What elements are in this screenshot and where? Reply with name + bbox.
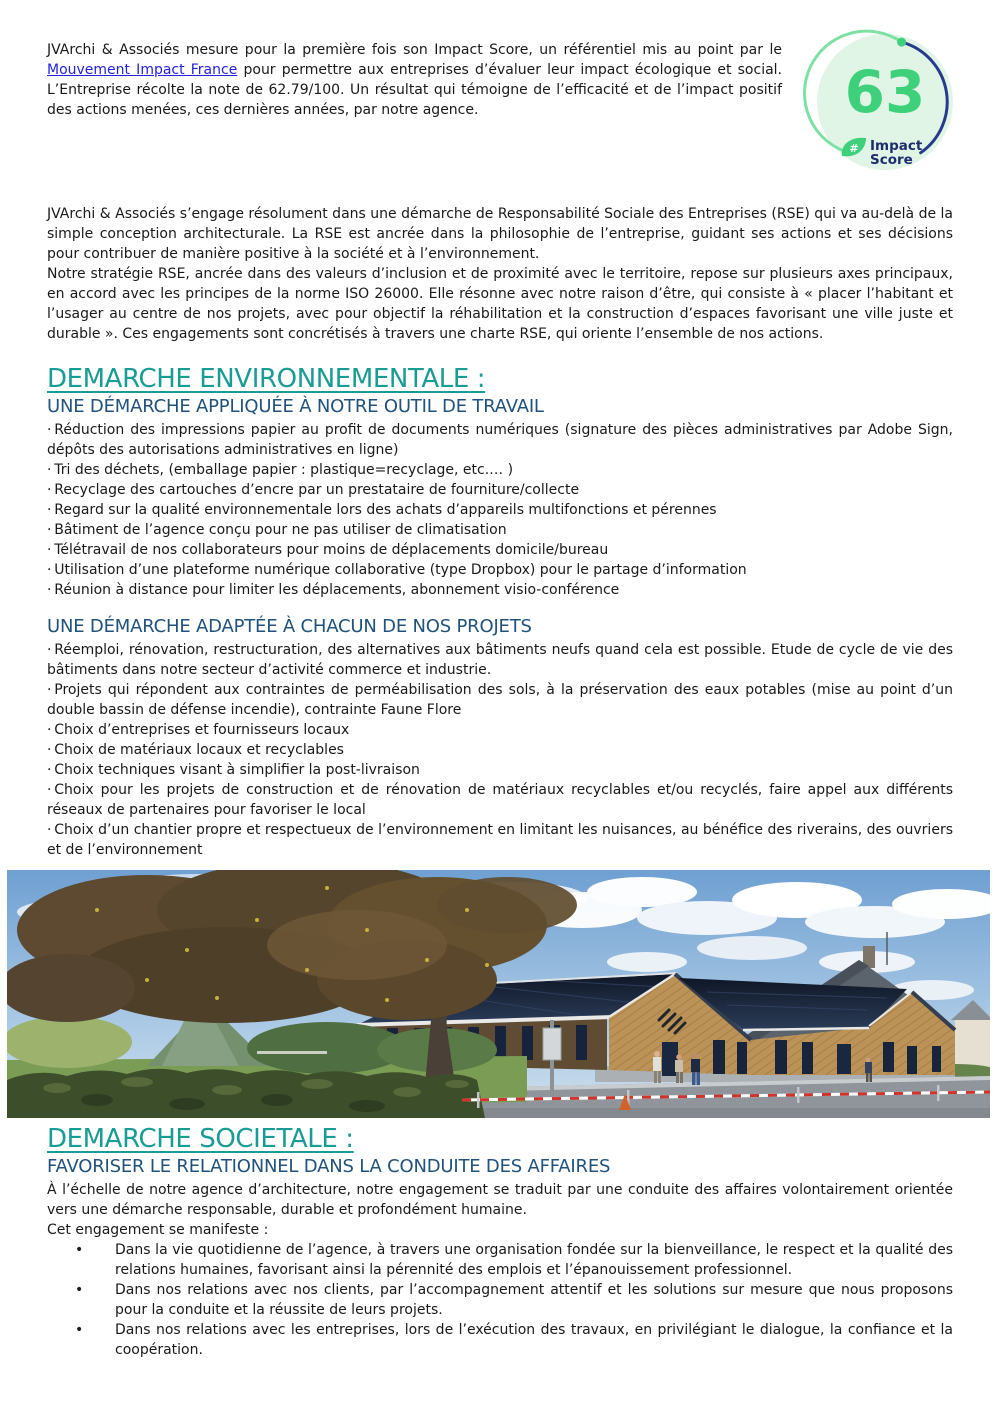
badge-label-impact: Impact <box>870 138 923 154</box>
list-item: · Choix d’un chantier propre et respectueux de l’environnement en limitant les nuisances, au bénéfice des riverains, des ouvriers et de l’environnement <box>47 820 953 860</box>
badge-label-score: Score <box>870 152 913 168</box>
list-item: · Utilisation d’une plateforme numérique collaborative (type Dropbox) pour le partage d’information <box>47 560 953 580</box>
list-item: · Bâtiment de l’agence conçu pour ne pas utiliser de climatisation <box>47 520 953 540</box>
societal-paragraph: À l’échelle de notre agence d’architecture, notre engagement se traduit par une conduite des affaires volontairement orientée vers une démarche responsable, durable et profondément humaine. <box>47 1182 953 1218</box>
badge-arc-dot <box>897 38 906 47</box>
impact-score-value: 63 <box>844 58 926 126</box>
societal-section-title: DEMARCHE SOCIETALE : <box>47 1124 354 1154</box>
list-item: · Choix techniques visant à simplifier la post-livraison <box>47 760 953 780</box>
list-item: • Dans nos relations avec nos clients, par l’accompagnement attentif et les solutions sur mesure que nous proposons pour la conduite et la réussite de leurs projets. <box>47 1280 953 1320</box>
list-item: · Choix de matériaux locaux et recyclables <box>47 740 953 760</box>
environmental-list-1 <box>47 420 953 600</box>
agency-building-photo <box>7 870 990 1118</box>
environmental-subsection2-title: UNE DÉMARCHE ADAPTÉE À CHACUN DE NOS PROJETS <box>47 616 532 637</box>
list-item: · Recyclage des cartouches d’encre par un prestataire de fourniture/collecte <box>47 480 953 500</box>
intro-text-pre: JVArchi & Associés mesure pour la première fois son Impact Score, un référentiel mis au point par le <box>47 42 782 58</box>
svg-text:#: # <box>849 142 859 155</box>
list-item: • Dans nos relations avec les entreprises, lors de l’exécution des travaux, en privilégiant le dialogue, la confiance et la coopération. <box>47 1320 953 1360</box>
intro-section <box>0 0 1000 188</box>
environmental-section-title: DEMARCHE ENVIRONNEMENTALE : <box>47 364 486 394</box>
rse-paragraph-1: JVArchi & Associés s’engage résolument dans une démarche de Responsabilité Sociale des Entreprises (RSE) qui va au-delà de la simple conception architecturale. La RSE est ancrée dans la philosophie de l’entreprise, guidant ses actions et ses décisions pour contribuer de manière positive à la société et à l’environnement. <box>47 206 953 262</box>
list-item: · Tri des déchets, (emballage papier : plastique=recyclage, etc.… ) <box>47 460 953 480</box>
societal-list-intro: Cet engagement se manifeste : <box>47 1222 269 1238</box>
list-item: · Choix d’entreprises et fournisseurs locaux <box>47 720 953 740</box>
list-item: · Réduction des impressions papier au profit de documents numériques (signature des pièces administratives par Adobe Sign, dépôts des autorisations administratives en ligne) <box>47 420 953 460</box>
list-item: · Choix pour les projets de construction et de rénovation de matériaux recyclables et/ou recyclés, faire appel aux différents réseaux de partenaires pour favoriser le local <box>47 780 953 820</box>
environmental-subsection1-title: UNE DÉMARCHE APPLIQUÉE À NOTRE OUTIL DE TRAVAIL <box>47 396 544 417</box>
list-item: · Télétravail de nos collaborateurs pour moins de déplacements domicile/bureau <box>47 540 953 560</box>
impact-score-badge <box>800 26 970 188</box>
list-item: • Dans la vie quotidienne de l’agence, à travers une organisation fondée sur la bienveillance, le respect et la qualité des relations humaines, favorisant ainsi la pérennité des emplois et l’épanouissement professionnel. <box>47 1240 953 1280</box>
intro-text-post: pour permettre aux entreprises d’évaluer leur impact écologique et social. L’Entreprise récolte la note de 62.79/100. Un résultat qui témoigne de l’efficacité et de l’impact positif des actions menées, ces dernières années, par notre agence. <box>47 62 782 118</box>
societal-subtitle: FAVORISER LE RELATIONNEL DANS LA CONDUITE DES AFFAIRES <box>47 1156 611 1177</box>
hedge <box>7 1069 485 1118</box>
societal-list <box>47 1240 953 1360</box>
societal-paragraph-block <box>47 1180 953 1240</box>
rse-section <box>47 204 953 344</box>
list-item: · Réemploi, rénovation, restructuration, des alternatives aux bâtiments neufs quand cela est possible. Etude de cycle de vie des bâtiments dans notre secteur d’activité commerce et industrie. <box>47 640 953 680</box>
list-item: · Projets qui répondent aux contraintes de perméabilisation des sols, à la préservation des eaux potables (mise au point d’un double bassin de défense incendie), contrainte Faune Flore <box>47 680 953 720</box>
list-item: · Regard sur la qualité environnementale lors des achats d’appareils multifonctions et pérennes <box>47 500 953 520</box>
list-item: · Réunion à distance pour limiter les déplacements, abonnement visio-conférence <box>47 580 953 600</box>
mouvement-impact-france-link[interactable]: Mouvement Impact France <box>47 62 238 78</box>
environmental-list-2 <box>47 640 953 860</box>
rse-paragraph-2: Notre stratégie RSE, ancrée dans des valeurs d’inclusion et de proximité avec le territoire, repose sur plusieurs axes principaux, en accord avec les principes de la norme ISO 26000. Elle résonne avec notre raison d’être, qui consiste à « placer l’habitant et l’usager au centre de nos projets, avec pour objectif la réhabilitation et la construction d’espaces favorisant une ville juste et durable ». Ces engagements sont concrétisés à travers une charte RSE, qui oriente l’ensemble de nos actions. <box>47 266 953 342</box>
intro-paragraph <box>47 40 782 120</box>
